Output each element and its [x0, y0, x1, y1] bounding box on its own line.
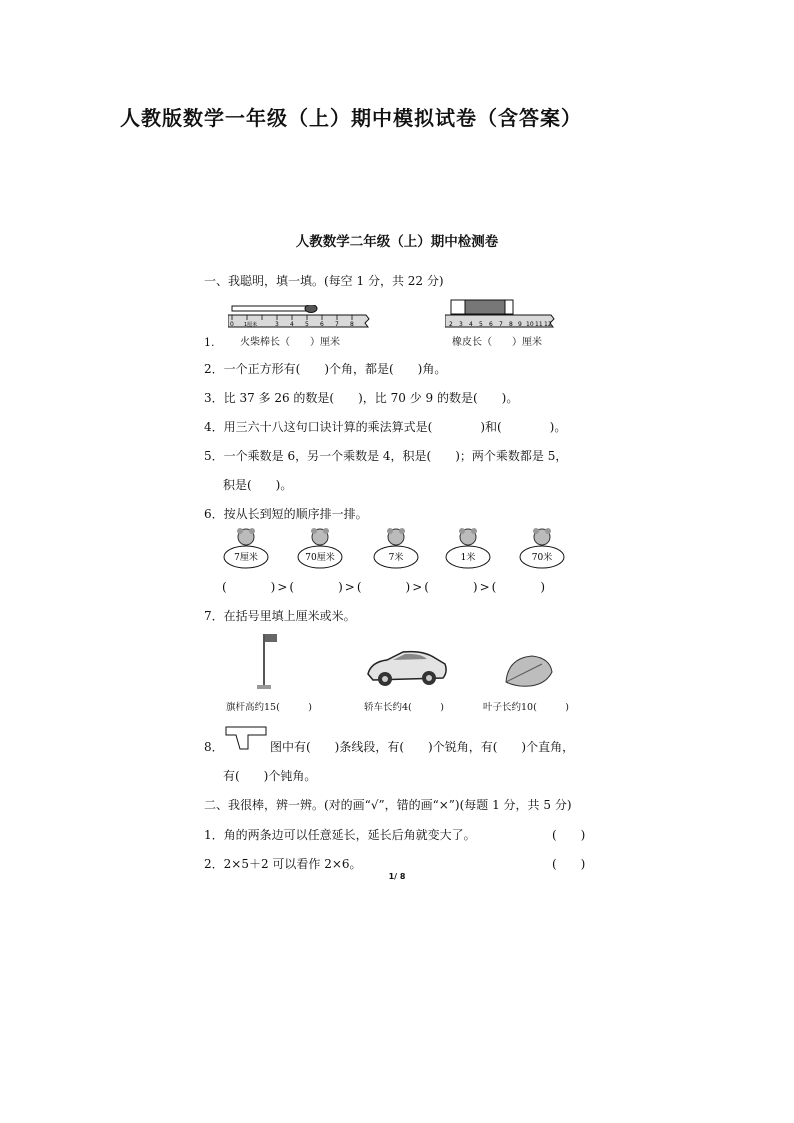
q7-leaf-label: 叶子长约10( ) — [483, 702, 570, 713]
q7-flagpole-label: 旗杆高约15( ) — [226, 702, 313, 713]
exam-title: 人教数学二年级（上）期中检测卷 — [295, 234, 499, 250]
ruler1-tick-4: 4 — [290, 321, 294, 328]
svg-text:12: 12 — [544, 321, 552, 328]
ruler1-tick-6: 6 — [320, 321, 324, 328]
eraser-sleeve — [465, 300, 505, 314]
svg-text:8: 8 — [509, 321, 513, 328]
question-4: 4．用三六十八这句口诀计算的乘法算式是( )和( )。 — [204, 420, 567, 434]
ruler1-tick-3: 3 — [275, 321, 279, 328]
ruler1-tick-7: 7 — [335, 321, 339, 328]
question-2: 2．一个正方形有( )个角，都是( )角。 — [204, 362, 447, 376]
q1-eraser-label: 橡皮长（ ）厘米 — [452, 337, 542, 348]
question-5-line1: 5．一个乘数是 6，另一个乘数是 4，积是( )；两个乘数都是 5， — [204, 449, 568, 463]
bear-sign-1 — [224, 528, 268, 568]
car-icon — [365, 648, 450, 690]
q1-matchstick-label: 火柴棒长（ ）厘米 — [240, 337, 340, 348]
judge-question-2: 2．2×5＋2 可以看作 2×6。 — [204, 857, 362, 871]
ruler1-prefix: 1厘米 — [244, 322, 258, 328]
svg-text:2: 2 — [449, 321, 453, 328]
svg-text:70米: 70米 — [531, 553, 553, 563]
q7-car-label: 轿车长约4( ) — [364, 702, 444, 713]
svg-text:10: 10 — [526, 321, 534, 328]
question-5-line2: 积是( )。 — [223, 478, 293, 492]
section1-heading: 一、我聪明，填一填。(每空 1 分，共 22 分) — [204, 274, 444, 288]
bear-signs — [210, 525, 580, 573]
question-7: 7．在括号里填上厘米或米。 — [204, 609, 356, 623]
bear-sign-5 — [520, 528, 564, 568]
svg-text:11: 11 — [535, 321, 543, 328]
svg-text:3: 3 — [459, 321, 463, 328]
question-3: 3．比 37 多 26 的数是( )，比 70 少 9 的数是( )。 — [204, 391, 519, 405]
svg-text:1米: 1米 — [460, 553, 476, 563]
document-title: 人教版数学一年级（上）期中模拟试卷（含答案） — [120, 106, 582, 130]
svg-text:4: 4 — [469, 321, 473, 328]
leaf-icon — [502, 652, 554, 692]
section2-heading: 二、我很棒，辨一辨。(对的画“√”，错的画“×”)(每题 1 分，共 5 分) — [204, 798, 572, 812]
svg-text:9: 9 — [518, 321, 522, 328]
q1-number: 1. — [204, 336, 215, 349]
ruler1-tick-5: 5 — [305, 321, 309, 328]
page-number: 1/ 8 — [388, 872, 406, 881]
judge-answer-1: ( ) — [552, 828, 586, 842]
matchstick — [232, 306, 308, 311]
q8-shape-figure — [224, 725, 268, 751]
question-8-line1: 图中有( )条线段，有( )个锐角，有( )个直角， — [270, 740, 575, 754]
eraser-ruler-figure — [445, 299, 557, 331]
svg-text:70厘米: 70厘米 — [305, 553, 335, 563]
svg-text:7: 7 — [499, 321, 503, 328]
svg-text:7米: 7米 — [388, 553, 404, 563]
question-8-number: 8． — [204, 740, 224, 754]
flagpole-icon — [252, 632, 282, 692]
question-8-line2: 有( )个钝角。 — [223, 769, 317, 783]
question-6: 6．按从长到短的顺序排一排。 — [204, 507, 368, 521]
ruler1-tick-8: 8 — [350, 321, 354, 328]
judge-answer-2: ( ) — [552, 857, 586, 871]
svg-text:6: 6 — [489, 321, 493, 328]
bear-sign-4 — [446, 528, 490, 568]
matchstick-head — [305, 305, 317, 313]
svg-text:7厘米: 7厘米 — [234, 553, 258, 563]
bear-sign-3 — [374, 528, 418, 568]
svg-text:5: 5 — [479, 321, 483, 328]
judge-question-1: 1．角的两条边可以任意延长，延长后角就变大了。 — [204, 828, 476, 842]
matchstick-ruler-figure — [228, 305, 373, 331]
bear-sign-2 — [298, 528, 342, 568]
question-6-answer-row: ( )>( )>( )>( )>( ) — [222, 580, 548, 594]
ruler1-zero: 0 — [230, 321, 234, 328]
